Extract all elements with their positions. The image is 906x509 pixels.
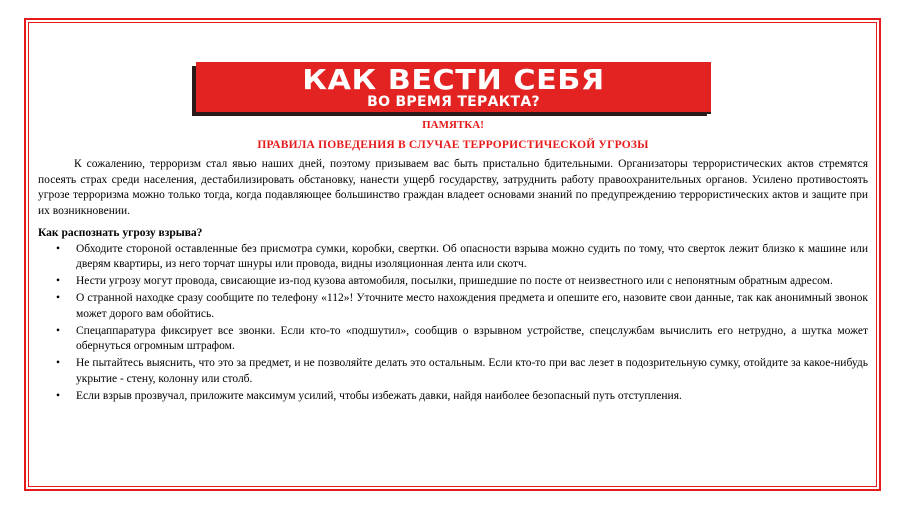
bullet-item	[56, 389, 868, 405]
memo-label: ПАМЯТКА!	[422, 119, 484, 131]
bullet-icon: •	[56, 292, 61, 304]
bullet-text: Не пытайтесь выяснить, что это за предмет, и не позволяйте делать это остальным. Если кто-то при вас лезет в подозрительную сумку, отойдите за какое-нибудь укрытие - стену, колонну или столб.	[76, 357, 868, 385]
intro-paragraph: К сожалению, терроризм стал явью наших дней, поэтому призываем вас быть пристально бдительными. Организаторы террористических актов стремятся посеять страх среди населения, дестабилизировать обстановку, нанести ущерб государству, затруднить работу правоохранительных органов. Усилено противостоять угрозе терроризма можно только тогда, когда подавляющее большинство граждан владеет основами знаний по предупреждению террористических актов и защите при их возникновении.	[38, 158, 868, 217]
banner-title-line1: КАК ВЕСТИ СЕБЯ	[302, 63, 605, 96]
bullet-icon: •	[56, 389, 61, 402]
bullet-icon: •	[56, 275, 61, 287]
title-banner	[196, 62, 711, 112]
bullet-text: Нести угрозу могут провода, свисающие из-под кузова автомобиля, посылки, пришедшие по посте от неизвестного или с непонятным обратным адресом.	[76, 275, 833, 287]
bullet-text: Спецаппаратура фиксирует все звонки. Если кто-то «подшутил», сообщив о взрывном устройстве, спецслужбам вычислить его нетрудно, а шутка может обернуться огромным штрафом.	[76, 324, 868, 352]
bullet-item	[56, 291, 868, 322]
banner-title-line2: ВО ВРЕМЯ ТЕРАКТА?	[367, 94, 540, 110]
bullet-list	[38, 242, 868, 405]
bullet-icon: •	[56, 242, 61, 255]
bullet-text: Обходите стороной оставленные без присмотра сумки, коробки, свертки. Об опасности взрыва можно судить по тому, что сверток лежит близко к машине или дверям квартиры, из него торчат шнуры или провода, видны изоляционная лента или скотч.	[76, 242, 868, 270]
bullet-item	[56, 242, 868, 273]
section-heading: Как распознать угрозу взрыва?	[38, 227, 203, 239]
bullet-icon: •	[56, 324, 61, 337]
document-body	[38, 157, 868, 406]
bullet-item	[56, 324, 868, 355]
bullet-text: Если взрыв прозвучал, приложите максимум усилий, чтобы избежать давки, найдя наиболее безопасный путь отступления.	[76, 389, 682, 402]
bullet-item	[56, 356, 868, 387]
bullet-icon: •	[56, 357, 61, 369]
bullet-text: О странной находке сразу сообщите по телефону «112»! Уточните место нахождения предмета и опешите его, назовите свои данные, так как анонимный звонок может дорого вам обойтись.	[76, 292, 868, 320]
rules-title: ПРАВИЛА ПОВЕДЕНИЯ В СЛУЧАЕ ТЕРРОРИСТИЧЕСКОЙ УГРОЗЫ	[257, 139, 649, 151]
bullet-item	[56, 274, 868, 290]
